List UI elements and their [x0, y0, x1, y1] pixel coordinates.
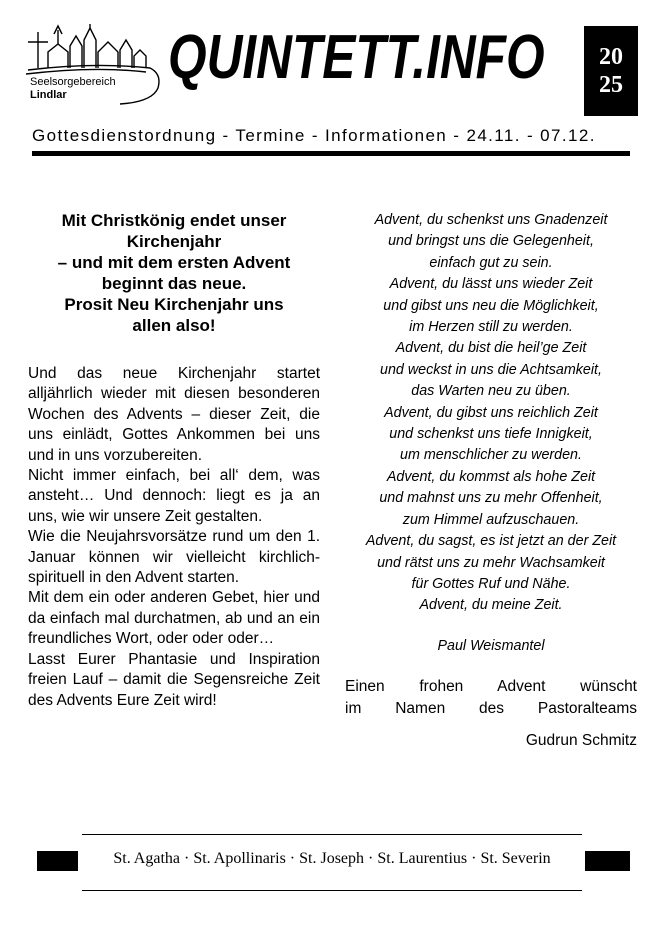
headline-line: allen also!: [132, 316, 216, 335]
poem-line: zum Himmel aufzuschauen.: [402, 511, 580, 528]
poem-line: Advent, du schenkst uns Gnadenzeit: [374, 212, 608, 228]
headline: [28, 210, 320, 336]
poem-line: Advent, du sagst, es ist jetzt an der Zeit: [365, 533, 617, 550]
greeting-line: Einen frohen Advent wünscht: [345, 677, 637, 695]
logo-line-2: Lindlar: [30, 89, 67, 101]
masthead-title: QUINTETT.INFO: [168, 23, 545, 92]
advent-poem: [345, 210, 637, 617]
footer-bar-left: [37, 851, 78, 871]
poem-line: Advent, du lässt uns wieder Zeit: [389, 276, 593, 293]
poem-line: Advent, du bist die heil’ge Zeit: [395, 340, 587, 357]
poem-line: und gibst uns neu die Möglichkeit,: [383, 297, 599, 314]
poem-line: das Warten neu zu üben.: [411, 383, 571, 400]
left-column: [28, 210, 320, 711]
body-text: [28, 364, 320, 711]
year-top: 20: [599, 44, 623, 70]
body-paragraph: Und das neue Kirchenjahr startet alljährlich wieder mit diesen besonderen Wochen des Advents – dieser Zeit, die uns einlädt, Gottes Ankommen bei uns und in uns vorzubereiten.: [28, 365, 320, 464]
body-paragraph: Mit dem ein oder anderen Gebet, hier und da einfach mal durchatmen, ab und an ein freundliches Wort, oder oder oder…: [28, 589, 320, 648]
poem-line: Advent, du kommst als hohe Zeit: [386, 468, 596, 485]
header-rule: [32, 151, 630, 156]
subtitle: Gottesdienstordnung - Termine - Informationen - 24.11. - 07.12.: [32, 126, 596, 145]
year-badge: [584, 26, 638, 116]
poem-line: um menschlicher zu werden.: [400, 447, 582, 464]
headline-line: Kirchenjahr: [126, 232, 222, 251]
footer-rule-top: [82, 834, 582, 835]
right-column: [345, 210, 637, 750]
parish-list: St. Agatha · St. Apollinaris · St. Joseph · St. Laurentius · St. Severin: [113, 850, 551, 867]
poem-line: und bringst uns die Gelegenheit,: [388, 233, 594, 250]
signature: Gudrun Schmitz: [525, 731, 637, 749]
headline-line: – und mit dem ersten Advent: [57, 253, 291, 272]
body-paragraph: Nicht immer einfach, bei all‘ dem, was ansteht… Und dennoch: liegt es ja an uns, wie wir unsere Zeit gestalten.: [28, 467, 320, 525]
poem-line: und schenkst uns tiefe Innigkeit,: [389, 426, 593, 443]
body-paragraph: Wie die Neujahrsvorsätze rund um den 1. Januar können wir vielleicht kirchlich-spirituell in den Advent starten.: [28, 528, 320, 587]
parish-logo: [24, 22, 164, 107]
body-paragraph: Lasst Eurer Phantasie und Inspiration freien Lauf – damit die Segensreiche Zeit des Advents Eure Zeit wird!: [28, 650, 320, 709]
footer-bar-right: [585, 851, 630, 871]
greeting-line: im Namen des Pastoralteams: [345, 699, 637, 717]
poem-line: Advent, du meine Zeit.: [419, 597, 563, 614]
poem-line: Advent, du gibst uns reichlich Zeit: [384, 404, 598, 421]
headline-line: Prosit Neu Kirchenjahr uns: [64, 295, 284, 314]
headline-line: beginnt das neue.: [101, 274, 247, 293]
greeting: [345, 676, 637, 720]
year-bottom: 25: [599, 72, 623, 98]
poem-line: und rätst uns zu mehr Wachsamkeit: [377, 554, 605, 571]
logo-text: [30, 76, 116, 102]
poem-line: für Gottes Ruf und Nähe.: [411, 575, 571, 592]
poem-author: Paul Weismantel: [437, 637, 545, 654]
footer-rule-bottom: [82, 890, 582, 891]
poem-line: im Herzen still zu werden.: [409, 319, 573, 336]
poem-line: und weckst in uns die Achtsamkeit,: [380, 361, 602, 378]
poem-line: und mahnst uns zu mehr Offenheit,: [379, 490, 603, 507]
logo-line-1: Seelsorgebereich: [30, 76, 116, 88]
poem-line: einfach gut zu sein.: [429, 254, 553, 271]
headline-line: Mit Christkönig endet unser: [61, 211, 287, 230]
